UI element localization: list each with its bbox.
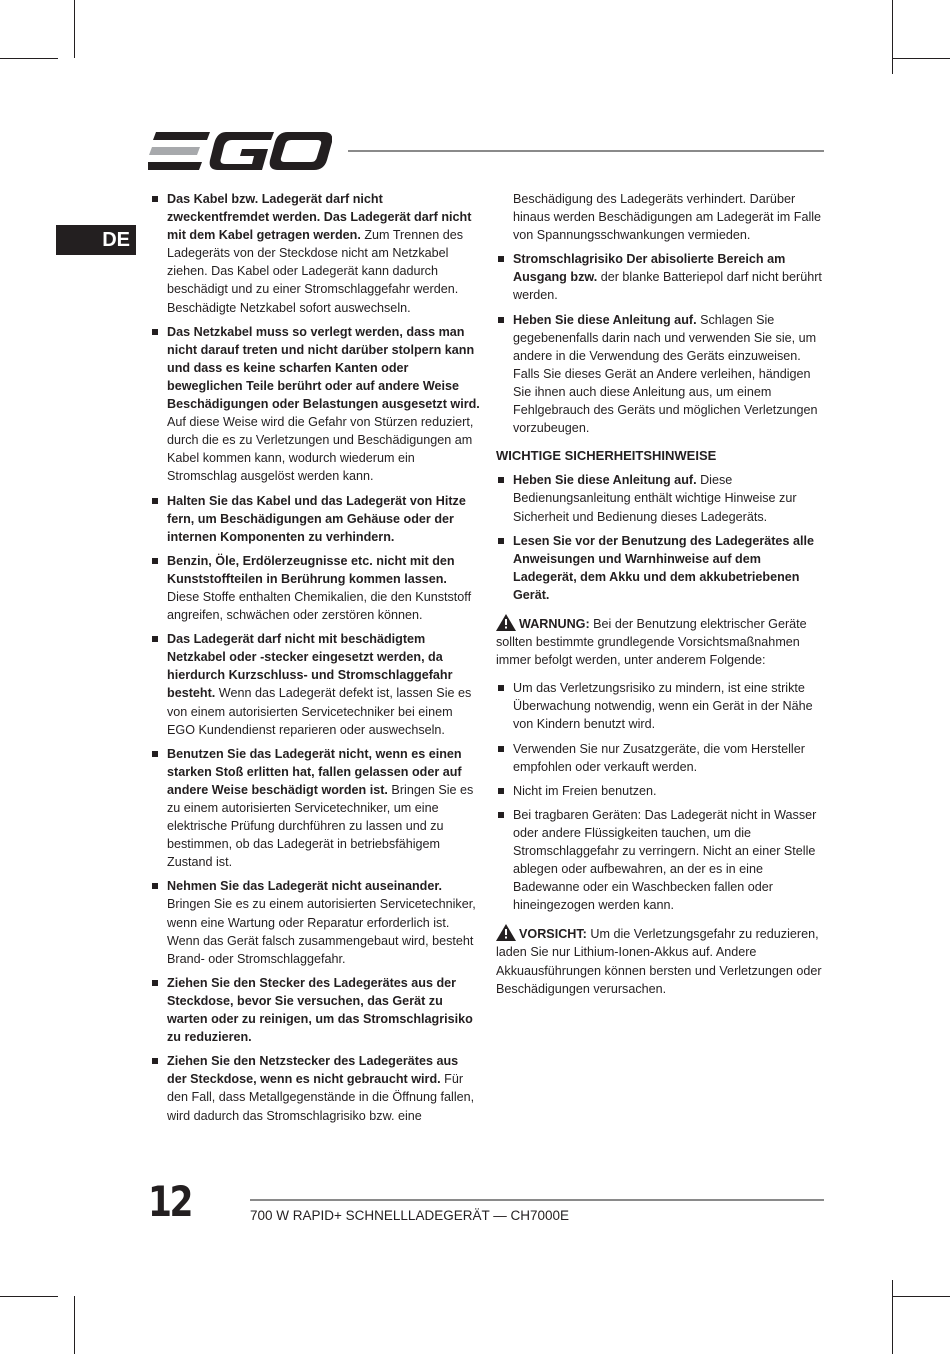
item-text: der blanke Batteriepol darf nicht berührt werden. <box>513 270 822 303</box>
item-bold: Halten Sie das Kabel und das Ladegerät von Hitze fern, um Beschädigungen am Gehäuse oder der internen Komponenten zu verhindern. <box>167 493 466 544</box>
list-item <box>150 552 480 624</box>
list-item: Um das Verletzungsrisiko zu mindern, ist eine strikte Überwachung notwendig, wenn ein Gerät in der Nähe von Kindern benutzt wird. <box>496 679 826 733</box>
item-bold: Benzin, Öle, Erdölerzeugnisse etc. nicht mit den Kunststoffteilen in Berührung kommen lassen. <box>167 553 455 586</box>
caution-label: VORSICHT: <box>519 927 587 942</box>
list-item: Nicht im Freien benutzen. <box>496 782 826 800</box>
list-item <box>150 323 480 486</box>
warning-list <box>496 679 826 914</box>
list-item <box>150 745 480 872</box>
item-bold: Benutzen Sie das Ladegerät nicht, wenn es einen starken Stoß erlitten hat, fallen gelassen oder auf andere Weise beschädigt worden ist. <box>167 746 462 797</box>
item-bold: Ziehen Sie den Netzstecker des Ladegerätes aus der Steckdose, wenn es nicht gebraucht wird. <box>167 1054 459 1087</box>
list-item <box>496 250 826 304</box>
continued-text: Beschädigung des Ladegeräts verhindert. Darüber hinaus werden Beschädigungen am Ladegerät im Falle von Spannungsschwankungen vermieden. <box>513 192 822 243</box>
list-item <box>150 630 480 739</box>
caution-text: Um die Verletzungsgefahr zu reduzieren, laden Sie nur Lithium-Ionen-Akkus auf. Andere Akkuausführungen können bersten und Verletzungen oder Beschädigungen verursachen. <box>496 927 822 996</box>
list-item: Verwenden Sie nur Zusatzgeräte, die vom Hersteller empfohlen oder verkauft werden. <box>496 740 826 776</box>
crop-mark <box>74 0 75 58</box>
list-item <box>496 532 826 604</box>
list-item <box>496 311 826 438</box>
crop-mark <box>892 0 893 74</box>
list-item <box>150 877 480 967</box>
item-text: Wenn das Ladegerät defekt ist, lassen Sie es von einem autorisierten Servicetechniker bei einem EGO Kundendienst reparieren oder auswechseln. <box>167 686 472 737</box>
crop-mark <box>892 1296 950 1297</box>
item-text: Schlagen Sie gegebenenfalls darin nach und verwenden Sie sie, um andere in die Verwendung des Geräts einzuweisen. Falls Sie dieses Gerät an Andere verleihen, händigen Sie ihnen auch diese Anleitung aus, um einem Fehlgebrauch des Geräts und möglichen Verletzungen vorzubeugen. <box>513 312 818 436</box>
item-text: Auf diese Weise wird die Gefahr von Stürzen reduziert, durch die es zu Verletzungen und Beschädigungen am Kabel kommen kann, wodurch wiederum ein Stromschlag ausgelöst werden kann. <box>167 415 474 484</box>
footer-rule <box>250 1199 824 1201</box>
warning-icon <box>496 614 516 631</box>
item-bold: Heben Sie diese Anleitung auf. <box>513 473 697 488</box>
item-bold: Lesen Sie vor der Benutzung des Ladegerätes alle Anweisungen und Warnhinweise auf dem Ladegerät, dem Akku und dem akkubetriebenen Gerät. <box>513 533 814 602</box>
safety-list <box>496 250 826 437</box>
ego-logo <box>148 128 332 174</box>
caution-block <box>496 924 826 997</box>
item-text: Diese Stoffe enthalten Chemikalien, die den Kunststoff angreifen, schwächen oder zerstören können. <box>167 589 472 623</box>
section-heading: WICHTIGE SICHERHEITSHINWEISE <box>496 448 717 464</box>
important-list <box>496 471 826 604</box>
item-bold: Nehmen Sie das Ladegerät nicht auseinander. <box>167 879 443 894</box>
warning-block <box>496 614 826 669</box>
item-text: Bringen Sie es zu einem autorisierten Servicetechniker, wenn eine Wartung oder Reparatur erforderlich ist. Wenn das Gerät falsch zusammengebaut wird, besteht Brand- oder Stromschlaggefahr. <box>167 897 476 966</box>
list-item <box>150 974 480 1046</box>
item-bold: Das Kabel bzw. Ladegerät darf nicht zweckentfremdet werden. Das Ladegerät darf nicht mit dem Kabel getragen werden. <box>167 192 472 243</box>
warning-label: WARNUNG: <box>519 616 590 631</box>
item-bold: Heben Sie diese Anleitung auf. <box>513 312 697 327</box>
page-number: 12 <box>148 1177 192 1226</box>
item-bold: Das Netzkabel muss so verlegt werden, dass man nicht darauf treten und nicht darüber stolpern kann und dass es keine scharfen Kanten oder beweglichen Teile berührt oder auf andere Weise Beschädigungen oder Belastungen ausgesetzt wird. <box>167 324 480 412</box>
header-rule <box>348 150 824 152</box>
list-item <box>496 471 826 525</box>
footer-title: 700 W RAPID+ SCHNELLLADEGERÄT — CH7000E <box>250 1208 569 1223</box>
item-bold: Stromschlagrisiko Der abisolierte Bereich am Ausgang bzw. <box>513 252 786 285</box>
language-tab: DE <box>56 225 136 255</box>
item-text: Zum Trennen des Ladegeräts von der Steckdose nicht am Netzkabel ziehen. Das Kabel oder Ladegerät kann dadurch beschädigt und zu einer Stromschlaggefahr werden. Beschädigte Netzkabel sofort auswechseln. <box>167 228 464 315</box>
list-item <box>150 492 480 546</box>
warning-icon <box>496 924 516 941</box>
list-item <box>150 190 480 317</box>
list-item: Bei tragbaren Geräten: Das Ladegerät nicht in Wasser oder andere Flüssigkeiten tauchen, um die Stromschlaggefahr zu verringern. Nicht an einer Stelle ablegen oder aufbewahren, an der es in eine Badewanne oder ein Waschbecken fallen oder hineingezogen werden kann. <box>496 806 826 915</box>
left-column <box>150 190 480 1131</box>
right-column <box>496 190 826 1008</box>
item-text: Für den Fall, dass Metallgegenstände in die Öffnung fallen, wird dadurch das Stromschlagrisiko bzw. eine <box>167 1072 475 1123</box>
safety-list <box>150 190 480 1125</box>
item-bold: Das Ladegerät darf nicht mit beschädigtem Netzkabel oder -stecker eingesetzt werden, da hierdurch Kurzschluss- und Stromschlaggefahr besteht. <box>167 632 453 701</box>
item-bold: Ziehen Sie den Stecker des Ladegerätes aus der Steckdose, bevor Sie versuchen, das Gerät zu warten oder zu reinigen, um das Stromschlagrisiko zu reduzieren. <box>167 975 473 1045</box>
crop-mark <box>0 58 58 59</box>
crop-mark <box>892 58 950 59</box>
crop-mark <box>892 1280 893 1354</box>
crop-mark <box>0 1296 58 1297</box>
warning-text: Bei der Benutzung elektrischer Geräte sollten bestimmte grundlegende Vorsichtsmaßnahmen immer befolgt werden, unter anderem Folgende: <box>496 616 807 668</box>
item-text: Diese Bedienungsanleitung enthält wichtige Hinweise zur Sicherheit und Bedienung dieses Ladegeräts. <box>513 473 797 524</box>
list-item <box>150 1052 480 1124</box>
item-text: Bringen Sie es zu einem autorisierten Servicetechniker, um eine elektrische Prüfung durchführen zu lassen und zu bestimmen, ob das Ladegerät in betriebsfähigem Zustand ist. <box>167 782 474 870</box>
crop-mark <box>74 1296 75 1354</box>
